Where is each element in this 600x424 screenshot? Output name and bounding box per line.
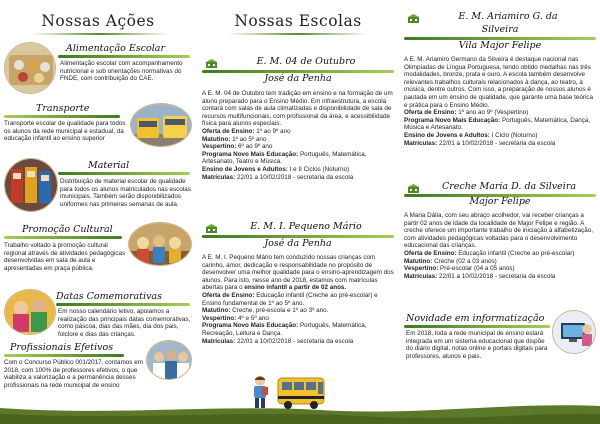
school-icon <box>206 224 217 233</box>
profissionais-photo <box>146 340 192 380</box>
school3-row-matriculas: Matrículas: 22/01 a 10/02/2018 - secretaria da escola <box>404 139 556 147</box>
school1-details <box>202 90 396 181</box>
column-acoes <box>0 0 196 424</box>
school1-row-programa: Programa Novo Mais Educação: Português, Matemática, Artesanato, Teatro e Música. <box>202 150 367 166</box>
school1-row-oferta: Oferta de Ensino: 1º ao 9º ano <box>202 127 291 135</box>
section-title-transporte: Transporte <box>36 103 90 114</box>
school4-row-matriculas: Matrículas: 22/01 a 10/02/2018 - secretaria da escola <box>404 272 556 280</box>
section-text-profissionais: Com o Concurso Público 001/2017, contamos em 2018, com 100% de professores efetivos, o que viabiliza a valorização e a permanência desses profissionais na rede municipal de ensino <box>4 359 143 389</box>
datas-photo <box>4 289 56 335</box>
school-name-pequeno-mario: E. M. I. Pequeno Mário <box>250 221 362 232</box>
school4-details <box>404 212 596 280</box>
column-escolas-2 <box>400 0 600 424</box>
school2-row-oferta: Oferta de Ensino: Educação infantil (Creche ao pré-escolar) e Ensino fundamental de 1º ao 5º ano. <box>202 291 378 307</box>
title-underline <box>228 33 368 35</box>
novidade-text: Em 2018, toda a rede municipal de ensino estará integrada em um sistema educacional que dispõe do diário digital, notas online e portais digitais para professores, alunos e pais. <box>406 330 548 360</box>
teachers-image <box>147 341 192 380</box>
boy-icon <box>250 374 270 410</box>
school1-row-matriculas: Matrículas: 22/01 a 10/02/2018 - secretaria da escola <box>202 173 354 181</box>
school-location-vila-major-felipe: Vila Major Felipe <box>458 40 542 51</box>
section-text-transporte: Transporte escolar de qualidade para todos os alunos da rede municipal e estadual, da educação infantil ao ensino superior <box>4 120 126 143</box>
school2-description: A E. M. I. Pequeno Mário tem conduzido nossas crianças com carinho, amor, dedicação e responsabilidade no propósito de desenvolver uma melhor qualidade para o ensino-aprendizagem dos alunos. Para isto, nesse ano de 2018, estamos com matrículas abertas para o ensino infantil a partir de 02 anos. <box>202 254 394 292</box>
school-location-jose-da-penha: José da Penha <box>264 73 332 84</box>
school3-details <box>404 56 596 147</box>
school2-row-vespertino: Vespertino: 4º e 5º ano <box>202 314 269 322</box>
school-icon <box>408 14 419 23</box>
school2-row-matutino: Matutino: Creche, pré-escola e 1º ao 3º ano. <box>202 307 329 315</box>
food-photo <box>4 42 56 94</box>
computer-icon <box>553 311 596 354</box>
school1-description: A E. M. 04 de Outubro tem tradição em ensino e na formação de um aluno preparado para o Ensino Médio. Em infraestrutura, a escola contará com salas de aula climatizadas e disponibilidade de sala de recursos multifuncionais, com profissional da área, e acessibilidade física para alunos especiais. <box>202 90 393 128</box>
material-photo <box>4 158 58 212</box>
school2-row-programa: Programa Novo Mais Educação: Português, Matemática, Recreação, Leitura e Dança. <box>202 322 367 337</box>
section-divider <box>4 115 120 118</box>
school-name-04-outubro: E. M. 04 de Outubro <box>256 56 356 67</box>
school3-row-oferta: Oferta de Ensino: 1º ano ao 9º (Vespertino) <box>404 109 529 117</box>
column-escolas <box>198 0 398 424</box>
school-location-major-felipe: Major Felipe <box>469 196 531 207</box>
cultural-event-image <box>129 223 192 266</box>
section-title-alimentacao: Alimentação Escolar <box>66 43 165 54</box>
section-text-datas: Em nosso calendário letivo, apoiamos a realização das principais datas comemorativas, como páscoa, dias das mães, dia dos pais, folclore e dias das crianças. <box>58 308 191 338</box>
school3-row-eja: Ensino de Jovens e Adultos: I Ciclo (Noturno) <box>404 131 538 139</box>
section-text-material: Distribuição de material escolar de qualidade para todos os alunos matriculados nas escolas municipais. Também serão disponibilizados uniformes nas primeiras semanas de aula. <box>60 178 191 208</box>
bus-fleet-image <box>131 104 192 147</box>
section-divider <box>58 55 190 58</box>
school1-row-vespertino: Vespertino: 6º ao 9º ano <box>202 143 273 151</box>
school3-description: A E. M. Ariamiro Germano da Silveira é destaque nacional nas Olimpíadas de Língua Portuguesa, tendo obtido medalhas nas três modalidades, bronze, prata e ouro. A escola também desenvolve relevantes trabalhos culturais relacionados à dança, ao teatro, à música, dentre outros. Com isso, a preparação de nossos alunos é pautada em um ensino de qualidade, que garante uma base teórica e prática para o Ensino Médio. <box>404 56 594 109</box>
school-name-ariamiro-line2: Silveira <box>481 24 519 35</box>
section-title-novidade: Novidade em informatização <box>406 313 545 324</box>
section-divider <box>4 236 122 239</box>
cultural-photo <box>128 222 192 266</box>
section-divider <box>56 303 190 306</box>
section-title-cultural: Promoção Cultural <box>22 224 113 235</box>
bus-icon <box>274 372 330 412</box>
section-title-material: Material <box>88 160 130 171</box>
school4-row-oferta: Oferta de Ensino: Educação infantil (Creche ao pré-escolar) <box>404 249 575 257</box>
school-location-jose-da-penha-2: José da Penha <box>264 238 332 249</box>
school-icon <box>206 59 217 68</box>
title-underline <box>30 33 170 35</box>
section-title-profissionais: Profissionais Efetivos <box>10 342 114 353</box>
school3-row-programa: Programa Novo Mais Educação: Português, Matemática, Dança, Música e Artesanato. <box>404 116 591 132</box>
school1-row-eja: Ensino de Jovens e Adultos: I e II Ciclos (Noturno) <box>202 165 350 173</box>
school-name-ariamiro: E. M. Ariamiro G. da <box>458 11 558 22</box>
computer-photo <box>552 310 596 354</box>
section-title-datas: Datas Comemorativas <box>56 291 162 302</box>
school2-details <box>202 254 396 345</box>
food-image <box>5 43 56 94</box>
school-supplies-image <box>5 159 58 212</box>
school-name-creche: Creche Maria D. da Silveira <box>441 181 577 192</box>
section-divider <box>58 172 190 175</box>
school1-row-matutino: Matutino: 1º ao 5º ano <box>202 135 267 143</box>
page-title-escolas: Nossas Escolas <box>234 12 362 30</box>
section-divider <box>4 354 124 357</box>
bus-photo <box>130 103 192 147</box>
section-divider <box>404 325 550 328</box>
section-text-alimentacao: Alimentação escolar com acompanhamento nutricional e sob orientações normativas do FNDE, com contribuição do CAE. <box>60 60 183 83</box>
section-text-cultural: Trabalho voltado à promoção cultural regional através de atividades pedagógicas desenvolvidas em sala de aula e apresentadas em praça pública. <box>4 242 126 272</box>
school4-row-matutino: Matutino: Creche (02 a 03 anos) <box>404 257 497 265</box>
page-title-acoes: Nossas Ações <box>41 12 155 30</box>
school4-description: A Maria Dália, com seu abraço acolhedor, vai receber crianças a partir 02 anos de idade da localidade de Major Felipe e região. A creche oferece um importante trabalho de iniciação à alfabetização, com atividades pedagógicas voltadas para o desenvolvimento educacional das crianças. <box>404 212 594 250</box>
school2-row-matriculas: Matrículas: 22/01 a 10/02/2018 - secretaria da escola <box>202 337 354 345</box>
school4-row-vespertino: Vespertino: Pré-escolar (04 a 05 anos) <box>404 265 515 273</box>
school-icon <box>408 184 419 193</box>
celebration-image <box>5 290 56 335</box>
